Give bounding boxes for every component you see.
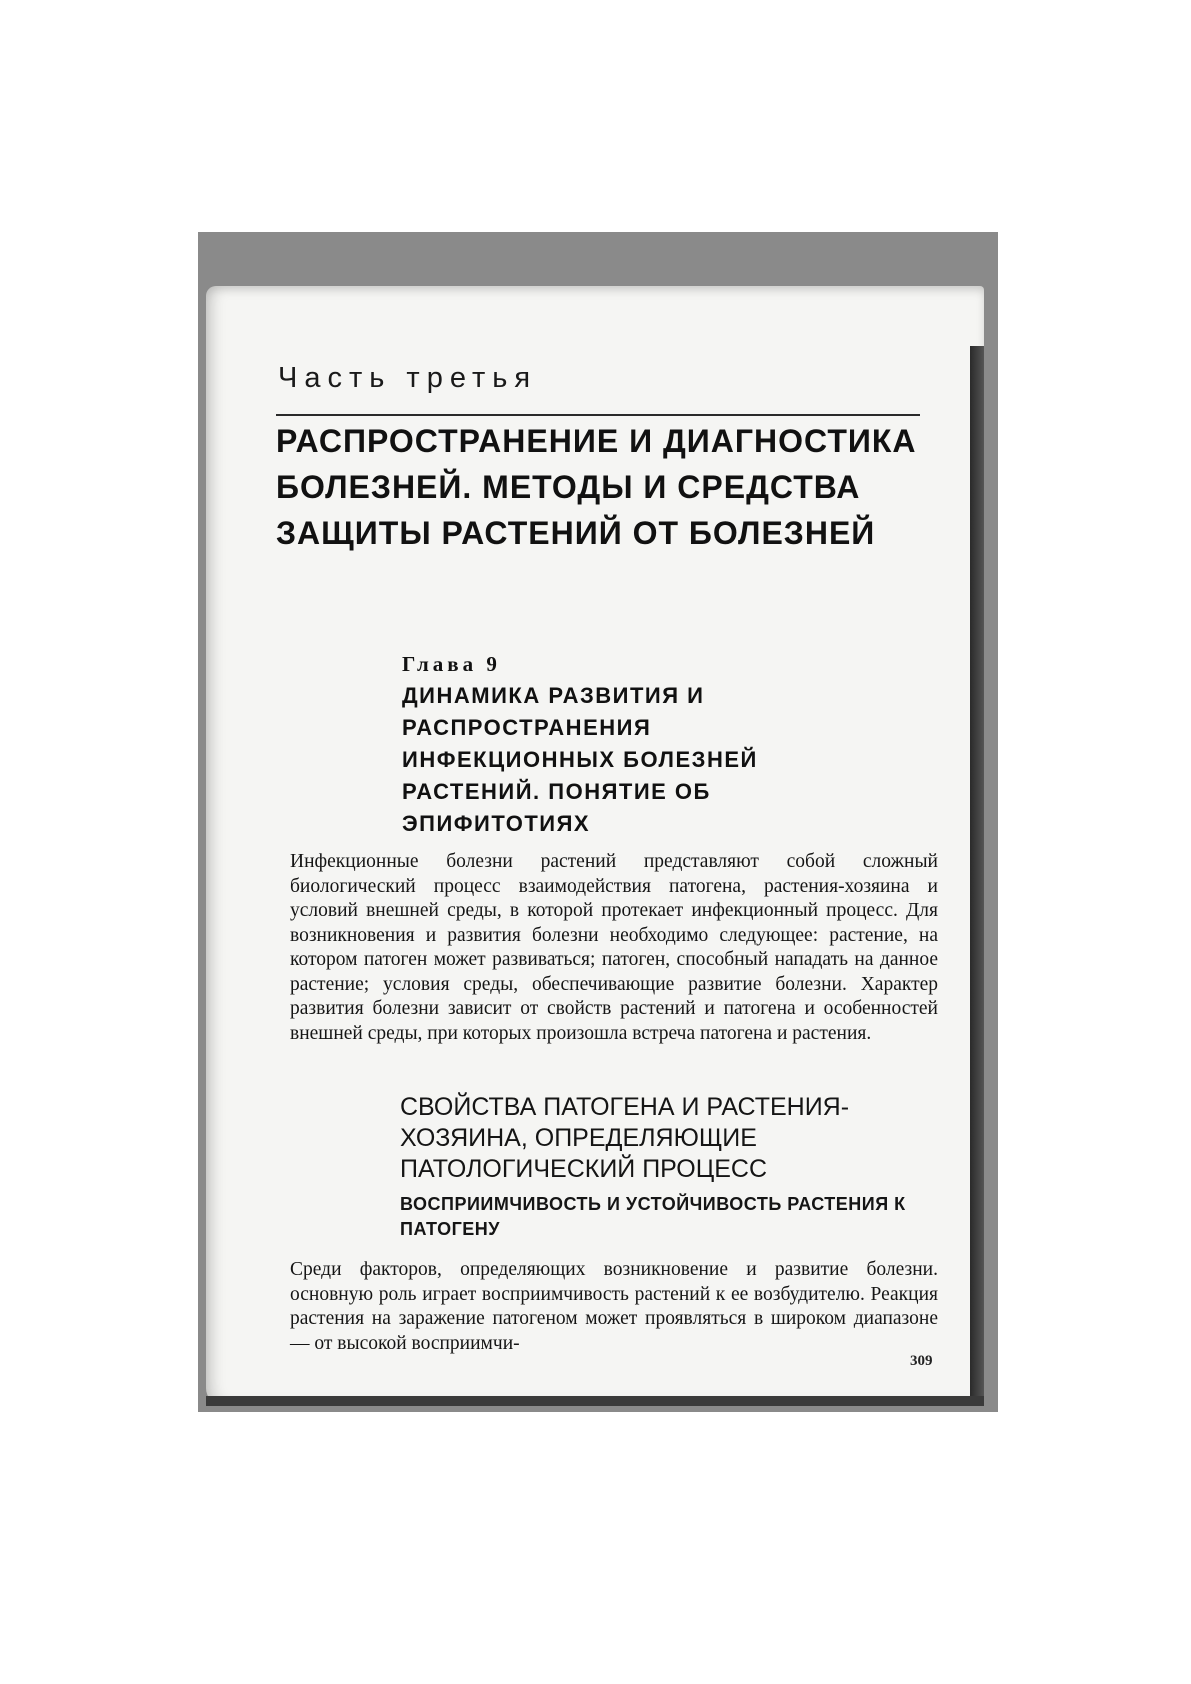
- part-title: РАСПРОСТРАНЕНИЕ И ДИАГНОСТИКА БОЛЕЗНЕЙ. МЕТОДЫ И СРЕДСТВА ЗАЩИТЫ РАСТЕНИЙ ОТ БОЛЕЗНЕЙ: [276, 423, 917, 551]
- chapter-title: ДИНАМИКА РАЗВИТИЯ И РАСПРОСТРАНЕНИЯ ИНФЕКЦИОННЫХ БОЛЕЗНЕЙ РАСТЕНИЙ. ПОНЯТИЕ ОБ ЭПИФИТОТИЯХ: [402, 683, 758, 836]
- part-label: Часть третья: [278, 362, 538, 394]
- intro-paragraph: Инфекционные болезни растений представляют собой сложный биологический процесс взаимодействия патогена, растения-хозяина и условий внешней среды, в которой протекает инфекционный процесс. Для возникновения и развития болезни необходимо следующее: растение, на котором патоген может развиваться; патоген, способный нападать на данное растение; условия среды, обеспечивающие развитие болезни. Характер развития болезни зависит от свойств растений и патогена и особенностей внешней среды, при которых произошла встреча патогена и растения.: [290, 851, 938, 1044]
- section-title: СВОЙСТВА ПАТОГЕНА И РАСТЕНИЯ-ХОЗЯИНА, ОПРЕДЕЛЯЮЩИЕ ПАТОЛОГИЧЕСКИЙ ПРОЦЕСС: [400, 1093, 850, 1183]
- chapter-label: Глава 9: [402, 652, 501, 676]
- page-number: 309: [910, 1353, 933, 1369]
- subsection-title: ВОСПРИИМЧИВОСТЬ И УСТОЙЧИВОСТЬ РАСТЕНИЯ К ПАТОГЕНУ: [400, 1194, 906, 1239]
- second-paragraph: Среди факторов, определяющих возникновение и развитие болезни. основную роль играет восприимчивость растений к ее возбудителю. Реакция растения на заражение патогеном может проявляться в широком диапазоне — от высокой восприимчи-: [290, 1259, 938, 1354]
- book-bottom-edge: [206, 1396, 984, 1406]
- part-divider: [276, 414, 920, 416]
- book-spine-edge: [970, 346, 984, 1396]
